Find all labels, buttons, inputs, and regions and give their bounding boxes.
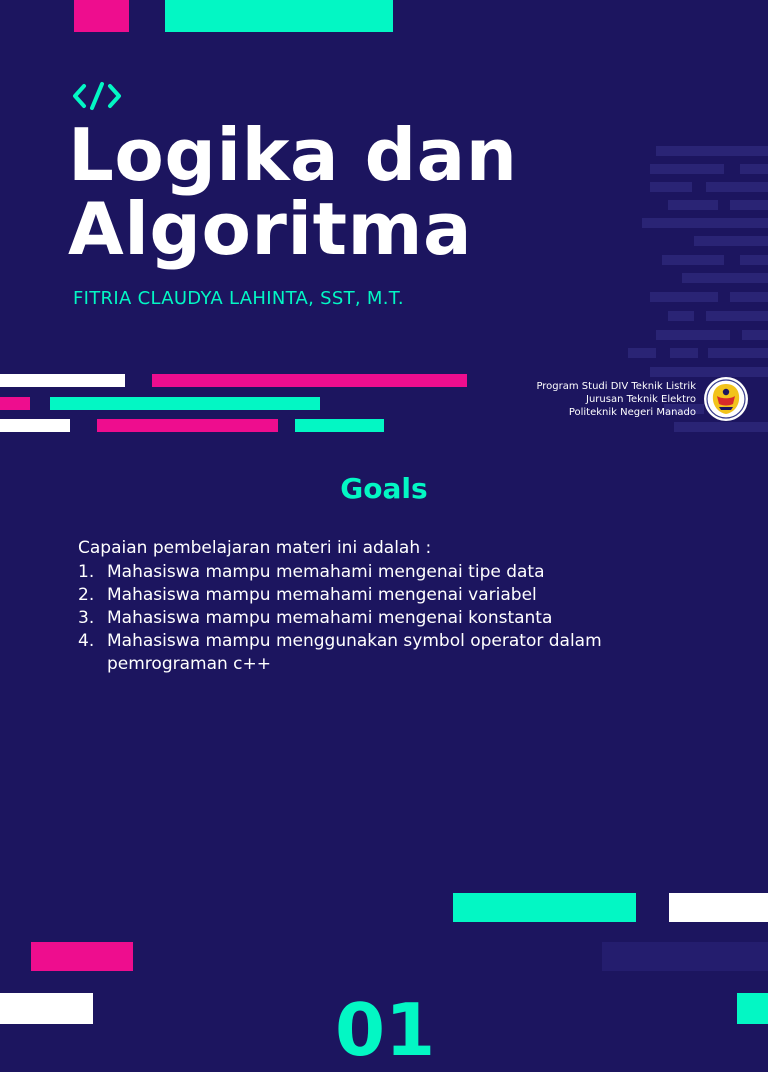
decor-bar-bottom-faint <box>602 942 768 971</box>
decor-bar-bottom-pink <box>31 942 133 971</box>
institution-name: Politeknik Negeri Manado <box>568 407 696 418</box>
decor-bar-mid-pink-2 <box>0 397 30 410</box>
slide-title-line-1: Logika dan <box>68 113 518 197</box>
decor-bar-mid-pink-1 <box>152 374 467 387</box>
goals-intro: Capaian pembelajaran materi ini adalah : <box>78 538 432 558</box>
decor-bar-top-pink <box>74 0 129 32</box>
goal-item-number: 3. <box>78 608 95 628</box>
goal-item-number: 2. <box>78 585 95 605</box>
author-name: FITRIA CLAUDYA LAHINTA, SST, M.T. <box>73 288 404 309</box>
decor-bar-bottom-teal-1 <box>453 893 636 922</box>
decor-bar-mid-white-2 <box>0 419 70 432</box>
page-number: 01 <box>335 988 436 1072</box>
decor-bar-mid-white-1 <box>0 374 125 387</box>
goal-item-text: Mahasiswa mampu memahami mengenai variabel <box>107 585 537 605</box>
goal-item <box>78 630 698 676</box>
decor-bar-top-teal <box>165 0 393 32</box>
goal-item <box>78 584 698 607</box>
institution-department: Jurusan Teknik Elektro <box>586 394 696 405</box>
decor-bar-bottom-teal-2 <box>737 993 768 1024</box>
institution-info <box>536 380 696 419</box>
polimdo-logo-icon <box>703 376 749 422</box>
goals-heading: Goals <box>340 472 428 505</box>
slide-title-line-2: Algoritma <box>68 187 473 271</box>
code-brackets-icon <box>72 80 122 112</box>
goal-item-number: 1. <box>78 562 95 582</box>
decor-bar-mid-pink-3 <box>97 419 278 432</box>
decor-bar-mid-teal-2 <box>295 419 384 432</box>
institution-program: Program Studi DIV Teknik Listrik <box>536 381 696 392</box>
goal-item-text: Mahasiswa mampu menggunakan symbol operator dalam pemrograman c++ <box>107 631 602 674</box>
goal-item <box>78 561 698 584</box>
decor-bar-bottom-white-1 <box>669 893 768 922</box>
decor-bar-mid-teal-1 <box>50 397 320 410</box>
decor-bar-bottom-white-2 <box>0 993 93 1024</box>
goal-item <box>78 607 698 630</box>
goal-item-number: 4. <box>78 631 95 651</box>
goals-list <box>78 561 698 676</box>
slide-title <box>68 113 518 271</box>
goal-item-text: Mahasiswa mampu memahami mengenai konstanta <box>107 608 553 628</box>
goal-item-text: Mahasiswa mampu memahami mengenai tipe data <box>107 562 545 582</box>
